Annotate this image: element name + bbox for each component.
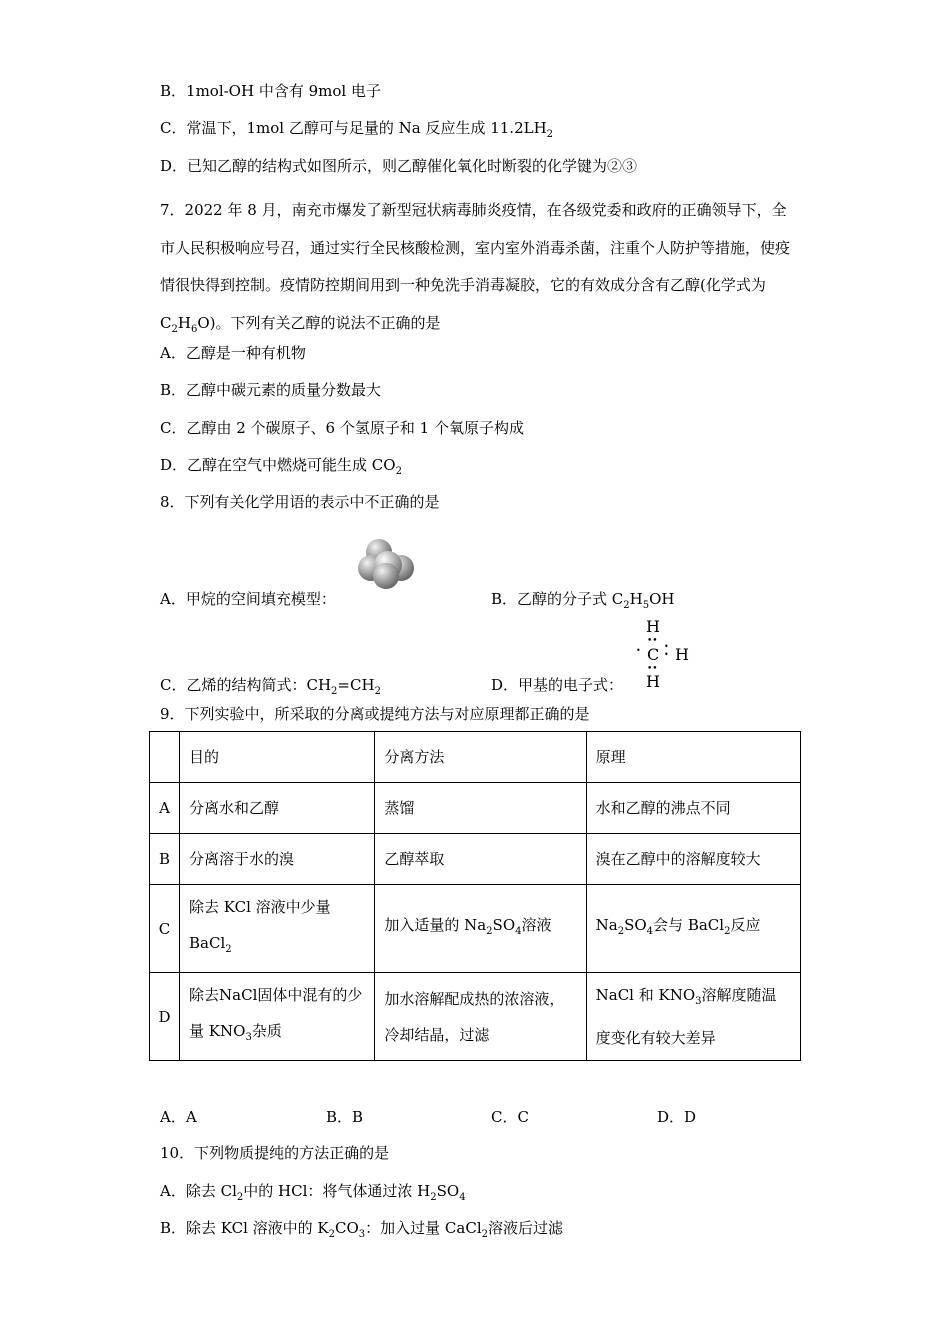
lewis-dots-bottom: •• (647, 664, 658, 674)
row-key: D (150, 973, 180, 1061)
table-row (150, 783, 801, 834)
method-cell: 蒸馏 (375, 783, 586, 834)
q7-option-d: D．乙醇在空气中燃烧可能生成 $CO_2$ (160, 456, 402, 477)
principle-cell: $Na_2SO_4$会与 BaCl$_2$反应 (586, 885, 800, 973)
table-row (150, 973, 801, 1061)
q10-stem: 10．下列物质提纯的方法正确的是 (160, 1144, 390, 1162)
q9-option-a: A．A (160, 1108, 197, 1126)
principle-cell: NaCl 和 $KNO_3$溶解度随温度变化有较大差异 (586, 973, 800, 1061)
q8-option-c: C．乙烯的结构简式：$CH_2=CH_2$ (160, 676, 381, 697)
table-header-cell: 原理 (586, 732, 800, 783)
q6-option-c: C．常温下，1mol 乙醇可与足量的 Na 反应生成 $11.2LH_2$ (160, 119, 554, 140)
methane-space-filling-model (356, 537, 418, 589)
table-header-row (150, 732, 801, 783)
q8-option-a: A．甲烷的空间填充模型： (160, 590, 336, 608)
q9-stem: 9．下列实验中，所采取的分离或提纯方法与对应原理都正确的是 (160, 705, 590, 723)
lewis-h-right: H (675, 645, 689, 664)
q8-option-b: B．乙醇的分子式 $C_2H_5OH$ (491, 590, 675, 611)
circled-numbers: ②③ (607, 157, 638, 175)
method-cell: 加入适量的 $Na_2SO_4$溶液 (375, 885, 586, 973)
lewis-h-bottom: H (646, 672, 660, 691)
row-key: B (150, 834, 180, 885)
lewis-dot-left: • (636, 646, 641, 655)
q9-option-d: D．D (657, 1108, 697, 1126)
table-header-cell: 目的 (180, 732, 375, 783)
q10-option-b: B．除去 KCl 溶液中的 $K_2CO_3$：加入过量 CaCl$_2$溶液后过滤 (160, 1219, 564, 1240)
q7-option-a: A．乙醇是一种有机物 (160, 344, 306, 362)
lewis-dots-top: •• (647, 636, 658, 646)
q7-stem: 7．2022 年 8 月，南充市爆发了新型冠状病毒肺炎疫情，在各级党委和政府的正确领导下，全市人民积极响应号召，通过实行全民核酸检测，室内室外消毒杀菌，注重个人防护等措施，使疫情很快得到控制。疫情防控期间用到一种免洗手消毒凝胶，它的有效成分含有乙醇(化学式为 $C_2H_6O$)。下列有关乙醇的说法不正确的是 (160, 201, 791, 335)
q8-stem: 8．下列有关化学用语的表示中不正确的是 (160, 493, 440, 511)
q6-option-d: D．已知乙醇的结构式如图所示，则乙醇催化氧化时断裂的化学键为②③ (160, 157, 638, 175)
table-header-cell: 分离方法 (375, 732, 586, 783)
table-row (150, 834, 801, 885)
q7-option-b: B．乙醇中碳元素的质量分数最大 (160, 381, 382, 399)
lewis-c: C (647, 645, 660, 664)
purpose-cell: 分离水和乙醇 (180, 783, 375, 834)
purpose-cell: 除去 KCl 溶液中少量 BaCl$_2$ (180, 885, 375, 973)
q9-option-c: C．C (491, 1108, 529, 1126)
methyl-lewis-structure (633, 617, 695, 691)
row-key: C (150, 885, 180, 973)
q6-option-b: B．1mol-OH 中含有 9mol 电子 (160, 82, 381, 100)
q8-option-d: D．甲基的电子式： (491, 676, 624, 694)
row-key: A (150, 783, 180, 834)
table-row (150, 885, 801, 973)
purpose-cell: 除去NaCl固体中混有的少量 $KNO_3$杂质 (180, 973, 375, 1061)
lewis-h-top: H (646, 617, 660, 636)
purpose-cell: 分离溶于水的溴 (180, 834, 375, 885)
principle-cell: 水和乙醇的沸点不同 (586, 783, 800, 834)
table-header-cell (150, 732, 180, 783)
method-cell: 加水溶解配成热的浓溶液，冷却结晶，过滤 (375, 973, 586, 1061)
principle-cell: 溴在乙醇中的溶解度较大 (586, 834, 800, 885)
q9-option-b: B．B (326, 1108, 364, 1126)
lewis-dots-right: • • (664, 642, 669, 659)
q10-option-a: A．除去 $Cl_2$中的 HCl：将气体通过浓 $H_2SO_4$ (160, 1182, 466, 1203)
method-cell: 乙醇萃取 (375, 834, 586, 885)
q7-option-c: C．乙醇由 2 个碳原子、6 个氢原子和 1 个氧原子构成 (160, 419, 524, 437)
separation-methods-table (149, 731, 801, 1061)
